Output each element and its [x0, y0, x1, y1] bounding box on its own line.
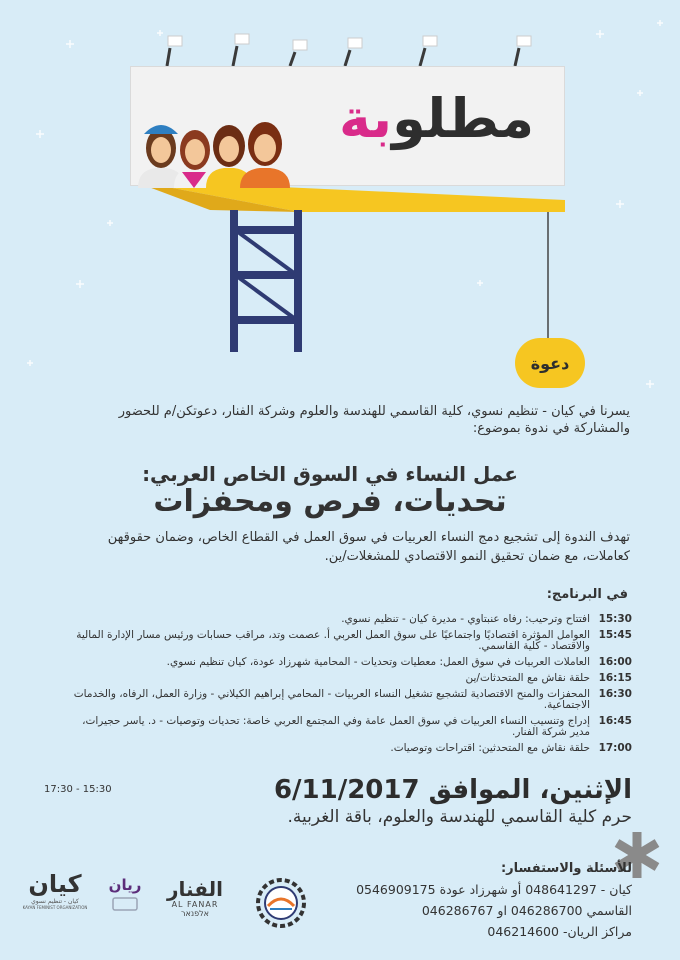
- event-venue: حرم كلية القاسمي للهندسة والعلوم، باقة الغربية.: [287, 807, 632, 827]
- invitation-tag: [515, 338, 585, 388]
- billboard-illustration: [0, 0, 680, 400]
- program-desc: إدراج وتنسيب النساء العربيات في سوق العمل عامة وفي المجتمع العربي خاصة: تحديات وتوصيات - د. ياسر حجيرات، مدير شركة الفنار.: [82, 715, 590, 738]
- intro-text: يسرنا في كيان - تنظيم نسوي، كلية القاسمي للهندسة والعلوم وشركة الفنار، دعوتكن/م للحضور والمشاركة في ندوة بموضوع:: [118, 404, 630, 436]
- kayan-logo-caption: كيان - تنظيم نسوي: [31, 898, 79, 905]
- program-heading: في البرنامج:: [546, 587, 628, 602]
- contact-info: [302, 858, 632, 942]
- program-desc: افتتاح وترحيب: رفاه عنبتاوي - مديرة كيان - تنظيم نسوي.: [341, 613, 590, 625]
- event-date: الإثنين، الموافق 6/11/2017: [273, 775, 632, 805]
- program-list: [67, 614, 632, 759]
- program-desc: حلقة نقاش مع المتحدثين: اقتراحات وتوصيات.: [390, 742, 590, 754]
- program-item: [67, 689, 632, 711]
- program-time: 15:30: [598, 613, 632, 625]
- program-desc: العوامل المؤثرة اقتصاديًا واجتماعيًا على سوق العمل العربي أ. عصمت وتد، مراقب حسابات ورئيس مسار الإدارة المالية والاقتصاد - كلية القاسمي.: [76, 629, 590, 652]
- kayan-logo: [22, 870, 88, 930]
- event-time-range: 17:30 - 15:30: [44, 784, 112, 795]
- billboard-word-accent: بة: [339, 87, 393, 150]
- topic-title: تحديات، فرص ومحفزات: [153, 484, 507, 519]
- alfanar-logo-hebrew: אלפנאר: [181, 909, 209, 918]
- invitation-tag-label: دعوة: [530, 353, 570, 373]
- program-time: 16:15: [598, 672, 632, 684]
- contact-heading: للأسئلة والاستفسار:: [500, 861, 632, 876]
- program-desc: حلقة نقاش مع المتحدثات/ين: [465, 672, 590, 684]
- women-illustration: [130, 112, 295, 188]
- program-item: [67, 630, 632, 652]
- alfanar-logo-latin: AL FANAR: [171, 900, 219, 909]
- riyan-logo-mark: [107, 894, 143, 914]
- program-time: 17:00: [598, 742, 632, 754]
- kayan-logo-caption-en: KAYAN FEMINIST ORGANIZATION: [22, 905, 88, 910]
- program-time: 16:00: [598, 656, 632, 668]
- contact-line: كيان - 048641297 أو شهرزاد عودة 0546909175: [356, 882, 632, 897]
- program-time: 16:30: [598, 688, 632, 700]
- topic-subtitle: عمل النساء في السوق الخاص العربي:: [142, 462, 518, 486]
- program-time: 15:45: [598, 629, 632, 641]
- alfanar-logo-name: الفنار: [167, 877, 223, 901]
- contact-line: مراكز الريان- 046214600: [487, 924, 632, 939]
- qasemi-college-logo: [248, 876, 314, 930]
- goal-text: تهدف الندوة إلى تشجيع دمج النساء العربيات في سوق العمل في القطاع الخاص، وضمان حقوقهن كعاملات، مع ضمان تحقيق النمو الاقتصادي للمشغلات/ين.: [107, 530, 630, 564]
- program-time: 16:45: [598, 715, 632, 727]
- program-item: [67, 716, 632, 738]
- riyan-logo: [107, 876, 143, 928]
- program-desc: العاملات العربيات في سوق العمل: معطيات وتحديات - المحامية شهرزاد عودة، كيان تنظيم نسوي.: [166, 656, 590, 668]
- billboard-word-main: مطلو: [392, 87, 534, 150]
- riyan-logo-name: ريان: [108, 876, 142, 894]
- program-item: [67, 743, 632, 754]
- program-item: [67, 614, 632, 625]
- program-desc: المحفزات والمنح الاقتصادية لتشجيع تشغيل النساء العربيات - المحامي إبراهيم الكيلاني - وزارة العمل، الرفاه، والخدمات الاجتماعية.: [73, 688, 590, 711]
- kayan-logo-name: كيان: [28, 870, 82, 898]
- alfanar-logo: [150, 878, 240, 926]
- contact-line: القاسمي 046286700 او 046286767: [421, 903, 632, 918]
- program-item: [67, 657, 632, 668]
- billboard-word: [339, 87, 534, 150]
- program-item: [67, 673, 632, 684]
